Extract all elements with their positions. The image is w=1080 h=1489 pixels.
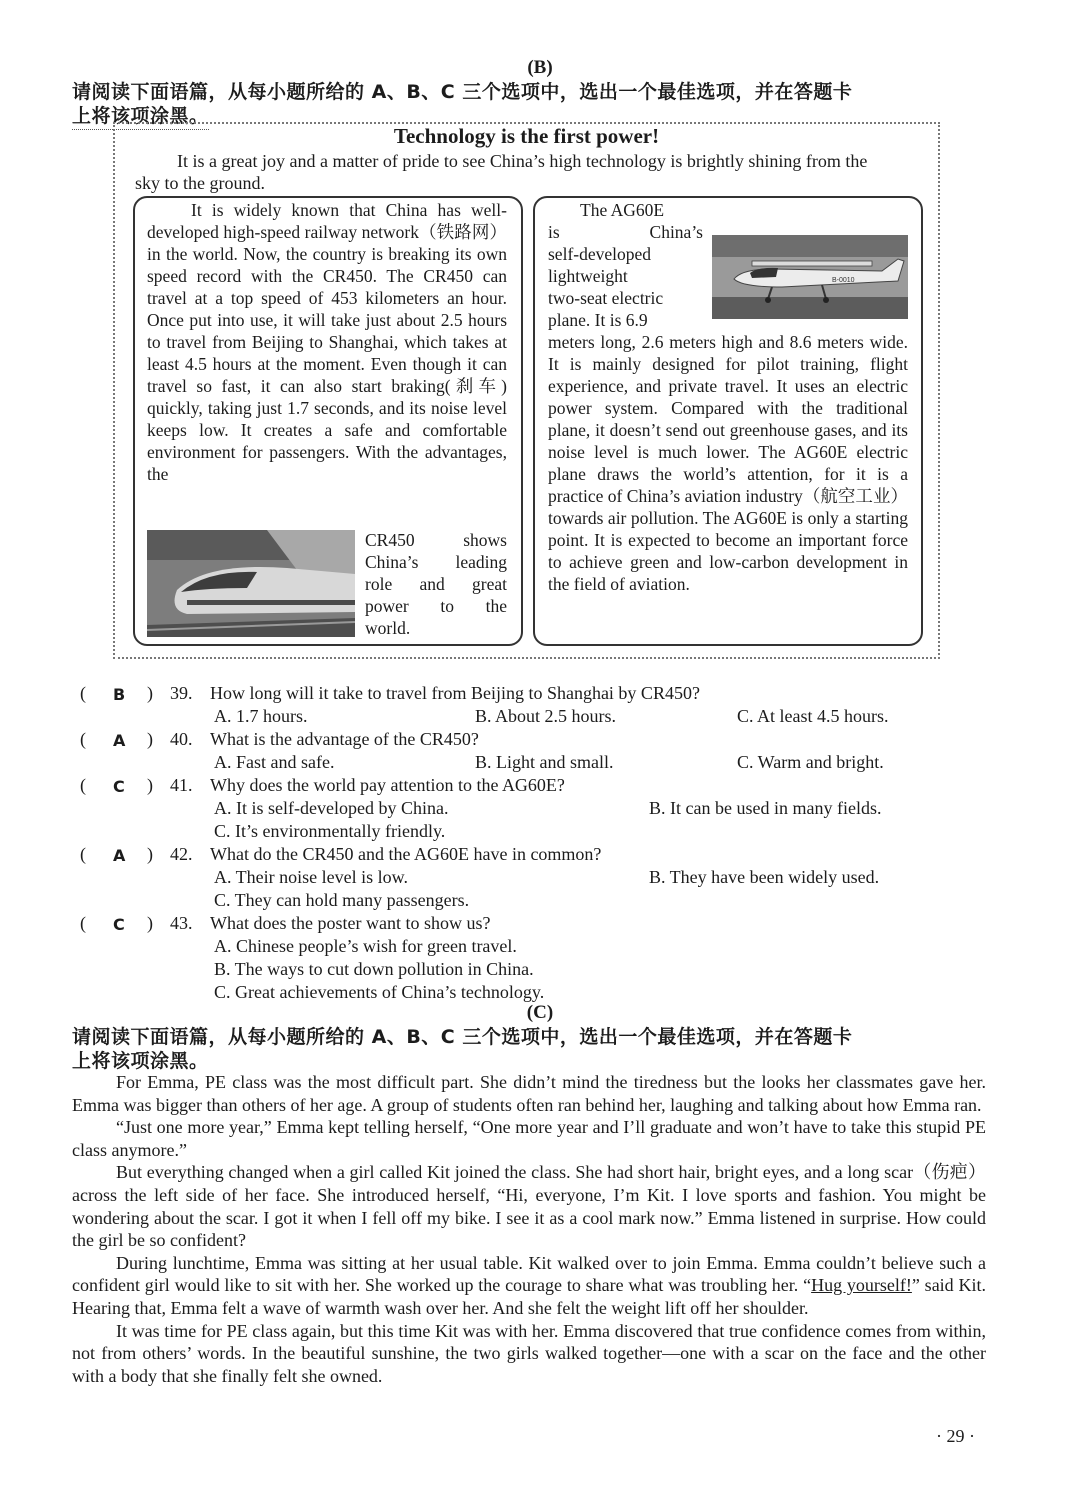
answer-mark: C — [113, 777, 125, 796]
ag60e-top-line: The AG60E — [580, 200, 665, 220]
option-b: B. About 2.5 hours. — [475, 706, 617, 726]
option-c: C. Great achievements of China’s technology. — [214, 982, 545, 1002]
plane-illustration — [712, 235, 908, 319]
ag60e-top-line: is China’s — [548, 222, 703, 242]
story-paragraph-1: For Emma, PE class was the most difficult part. She didn’t mind the tiredness but the looks her classmates gave her. Emma was bigger than others of her age. A group of students often ran behind her, laughing and talking about how Emma ran. — [72, 1072, 986, 1115]
story-paragraph-2: “Just one more year,” Emma kept telling herself, “One more year and I’ll graduate and won’t have to take this stupid PE class anymore.” — [72, 1117, 986, 1160]
ag60e-text — [548, 331, 908, 595]
answer-mark: B — [113, 685, 126, 704]
options-41 — [80, 797, 960, 820]
question-number: 39. — [170, 683, 193, 703]
cr450-main-text: It is widely known that China has well-developed high-speed railway network（铁路网）in the world. Now, the country is breaking its own speed record with the CR450. The CR450 can travel at a top speed of 453 kilometers an hour. Once put into use, it will take just about 2.5 hours to travel from Beijing to Shanghai, which takes at least 4.5 hours at the moment. Even though it can travel so fast, it can also start braking(刹车) quickly, taking just 1.7 seconds, and its noise level keeps low. It creates a safe and comfortable environment for passengers. With the advantages, the — [147, 200, 507, 484]
instruction-line2: 上将该项涂黑。 — [72, 1050, 209, 1072]
answer-mark: A — [113, 846, 126, 865]
question-number: 40. — [170, 729, 193, 749]
ag60e-top-text — [548, 199, 703, 331]
question-number: 42. — [170, 844, 193, 864]
story-paragraph-4 — [72, 1252, 986, 1320]
poster-intro: It is a great joy and a matter of pride to see China’s high technology is brightly shining from the sky to the ground. — [135, 151, 868, 193]
option-b: B. The ways to cut down pollution in China. — [214, 959, 534, 979]
options-42 — [80, 866, 960, 889]
option-b: B. They have been widely used. — [649, 867, 880, 887]
ag60e-main-text: meters long, 2.6 meters high and 8.6 meters wide. It is mainly designed for pilot training, flight experience, and private travel. It uses an electric power system. Compared with the traditional plane, it doesn’t send out greenhouse gases, and its noise level is much lower. The AG60E electric plane draws the world’s attention, for it is a practice of China’s aviation industry（航空工业）towards air pollution. The AG60E is only a starting point. It is expected to become an important force to achieve green and low-carbon development in the field of aviation. — [548, 332, 908, 594]
answer-mark: A — [113, 731, 126, 750]
cr450-side-line: world. — [365, 618, 411, 638]
questions-block — [80, 682, 960, 1004]
options-43-b — [80, 958, 960, 981]
question-text: Why does the world pay attention to the AG60E? — [210, 775, 565, 795]
cr450-side-text — [365, 529, 507, 639]
p4-after: ” said Kit. Hearing that, Emma felt a wave of warmth wash over her. And she felt the weight lift off her shoulder. — [72, 1275, 986, 1318]
cr450-text — [147, 199, 507, 485]
hug-yourself-phrase: Hug yourself! — [811, 1275, 912, 1296]
option-c: C. Warm and bright. — [737, 752, 884, 772]
option-a: A. Fast and safe. — [214, 752, 335, 772]
ag60e-top-line: plane. It is 6.9 — [548, 310, 648, 330]
cr450-side-line: China’s leading — [365, 552, 507, 572]
section-c-label: (C) — [526, 1002, 554, 1023]
question-text: How long will it take to travel from Beijing to Shanghai by CR450? — [210, 683, 700, 703]
question-41: ( C ) 41. Why does the world pay attention to the AG60E? — [80, 775, 565, 796]
options-43-a — [80, 935, 960, 958]
page-number: · 29 · — [936, 1426, 975, 1446]
question-number: 43. — [170, 913, 193, 933]
ag60e-top-line: two-seat electric — [548, 288, 664, 308]
question-text: What is the advantage of the CR450? — [210, 729, 479, 749]
option-b: B. It can be used in many fields. — [649, 798, 882, 818]
options-40 — [80, 751, 960, 774]
option-c: C. At least 4.5 hours. — [737, 706, 889, 726]
option-b: B. Light and small. — [475, 752, 614, 772]
option-c: C. They can hold many passengers. — [214, 890, 470, 910]
option-c: C. It’s environmentally friendly. — [214, 821, 446, 841]
section-b-label: (B) — [527, 57, 553, 78]
question-39: ( B ) 39. How long will it take to travel from Beijing to Shanghai by CR450? — [80, 683, 700, 704]
cr450-side-line: power to the — [365, 596, 507, 616]
story-text — [72, 1071, 986, 1387]
instruction-line1: 请阅读下面语篇，从每小题所给的 A、B、C 三个选项中，选出一个最佳选项，并在答题卡 — [72, 81, 853, 103]
option-a: A. 1.7 hours. — [214, 706, 308, 726]
poster-title: Technology is the first power! — [393, 124, 660, 148]
options-39 — [80, 705, 960, 728]
instruction-line2: 上将该项涂黑。 — [72, 105, 209, 130]
story-paragraph-5: It was time for PE class again, but this time Kit was with her. Emma discovered that true confidence comes from within, not from others’ words. In the beautiful sunshine, the two girls walked together—one with a scar on the face and the other with a body that she finally felt she owned. — [72, 1320, 986, 1386]
ag60e-top-line: lightweight — [548, 266, 628, 286]
question-43: ( C ) 43. What does the poster want to show us? — [80, 913, 491, 934]
section-b-instruction — [72, 80, 992, 128]
options-42-c — [80, 889, 960, 912]
story-paragraph-3: But everything changed when a girl called Kit joined the class. She had short hair, bright eyes, and a long scar（伤疤）across the left side of her face. She introduced herself, “Hi, everyone, I’m Kit. I love sports and fashion. You might be wondering about the scar. I got it when I fell off my bike. I see it as a cool mark now.” Emma listened in surprise. How could the girl be so confident? — [72, 1162, 986, 1251]
option-a: A. Their noise level is low. — [214, 867, 408, 887]
question-42: ( A ) 42. What do the CR450 and the AG60E have in common? — [80, 844, 602, 865]
plane-registration: B-0010 — [832, 277, 855, 284]
answer-mark: C — [113, 915, 125, 934]
plane-photo — [712, 235, 908, 319]
train-illustration — [147, 530, 355, 637]
train-photo — [147, 530, 355, 637]
instruction-line1: 请阅读下面语篇，从每小题所给的 A、B、C 三个选项中，选出一个最佳选项，并在答题卡 — [72, 1026, 853, 1048]
section-c-instruction — [72, 1025, 992, 1073]
option-a: A. Chinese people’s wish for green travel. — [214, 936, 517, 956]
options-43-c — [80, 981, 960, 1004]
option-a: A. It is self-developed by China. — [214, 798, 449, 818]
question-40: ( A ) 40. What is the advantage of the CR450? — [80, 729, 479, 750]
ag60e-top-line: self-developed — [548, 244, 652, 264]
question-text: What do the CR450 and the AG60E have in common? — [210, 844, 602, 864]
question-number: 41. — [170, 775, 193, 795]
question-text: What does the poster want to show us? — [210, 913, 491, 933]
options-41-c — [80, 820, 960, 843]
cr450-side-line: CR450 shows — [365, 530, 507, 550]
cr450-side-line: role and great — [365, 574, 507, 594]
p4-before: During lunchtime, Emma was sitting at her usual table. Kit walked over to join Emma. Emma couldn’t believe such a confident girl would like to sit with her. She worked up the courage to share what was troubling her. “ — [72, 1252, 986, 1296]
